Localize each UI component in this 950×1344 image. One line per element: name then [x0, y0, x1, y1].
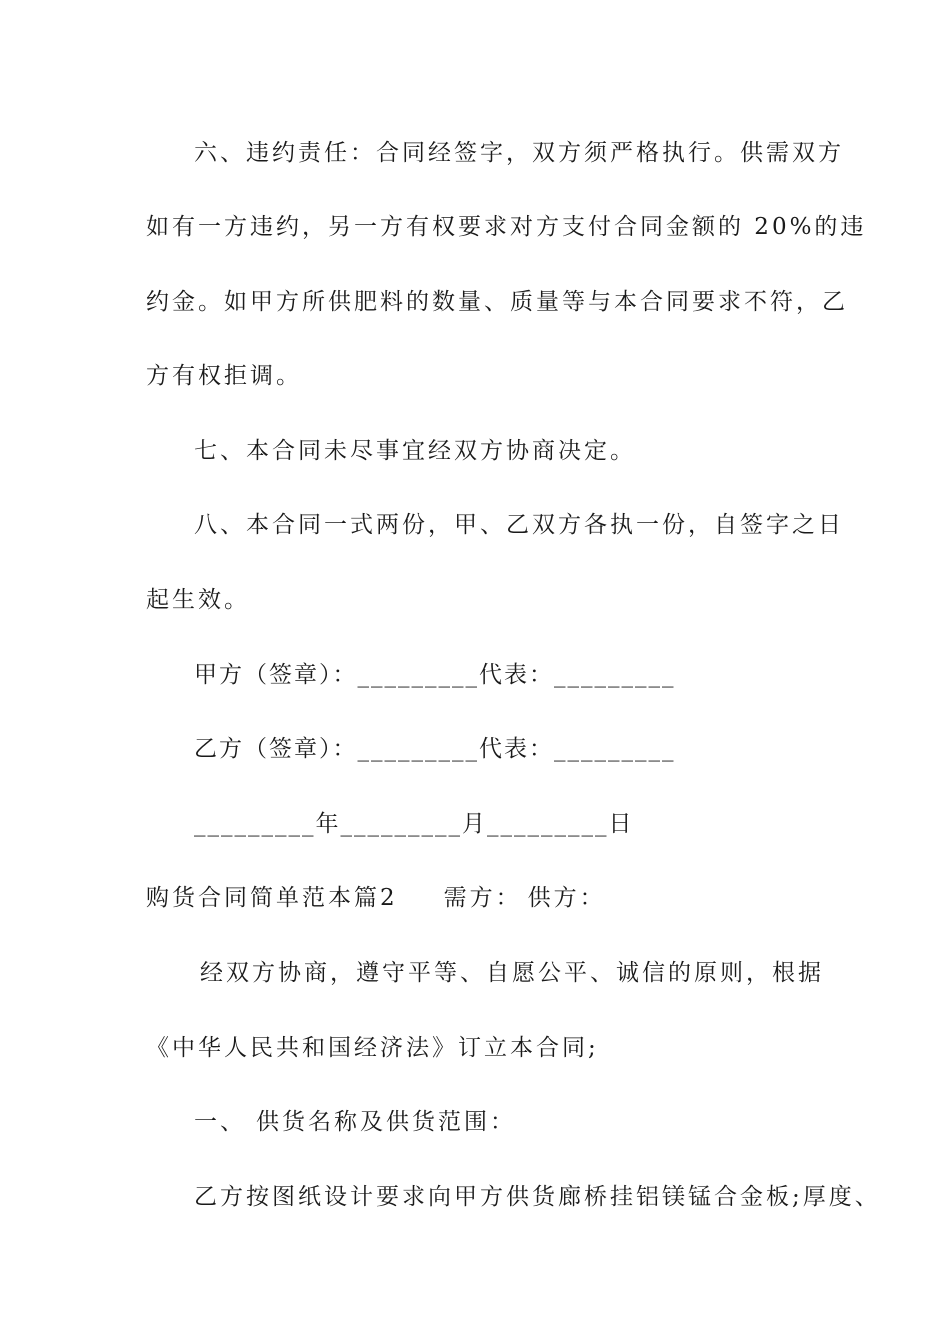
buyer-label: 需方：: [443, 885, 522, 911]
clause-6-line-3: 约金。如甲方所供肥料的数量、质量等与本合同要求不符，乙: [146, 289, 848, 315]
section-1-body-line-1: 乙方按图纸设计要求向甲方供货廊桥挂铝镁锰合金板;厚度、: [194, 1184, 881, 1210]
clause-8-line-1: 八、本合同一式两份，甲、乙双方各执一份，自签字之日: [194, 512, 844, 538]
clause-8-line-2: 起生效。: [146, 587, 250, 613]
section-1-number: 一、: [194, 1109, 246, 1135]
party-b-signature-line: 乙方（签章）：_________代表：_________: [194, 736, 676, 762]
section-1-heading: [194, 1107, 516, 1137]
section-1-title: 供货名称及供货范围：: [256, 1109, 516, 1135]
clause-6-line-1: 六、违约责任：合同经签字，双方须严格执行。供需双方: [194, 140, 844, 166]
intro-line-1: 经双方协商，遵守平等、自愿公平、诚信的原则，根据: [200, 960, 824, 986]
date-line: _________年_________月_________日: [194, 811, 634, 837]
supplier-label: 供方：: [527, 885, 606, 911]
intro-line-2: 《中华人民共和国经济法》订立本合同;: [146, 1035, 599, 1061]
contract-2-title: 购货合同简单范本篇2: [146, 885, 398, 911]
contract-2-heading-row: [146, 883, 606, 913]
party-a-signature-line: 甲方（签章）：_________代表：_________: [194, 662, 676, 688]
clause-7: 七、本合同未尽事宜经双方协商决定。: [194, 438, 636, 464]
clause-6-line-2: 如有一方违约，另一方有权要求对方支付合同金额的 20%的违: [146, 214, 867, 240]
clause-6-line-4: 方有权拒调。: [146, 363, 302, 389]
